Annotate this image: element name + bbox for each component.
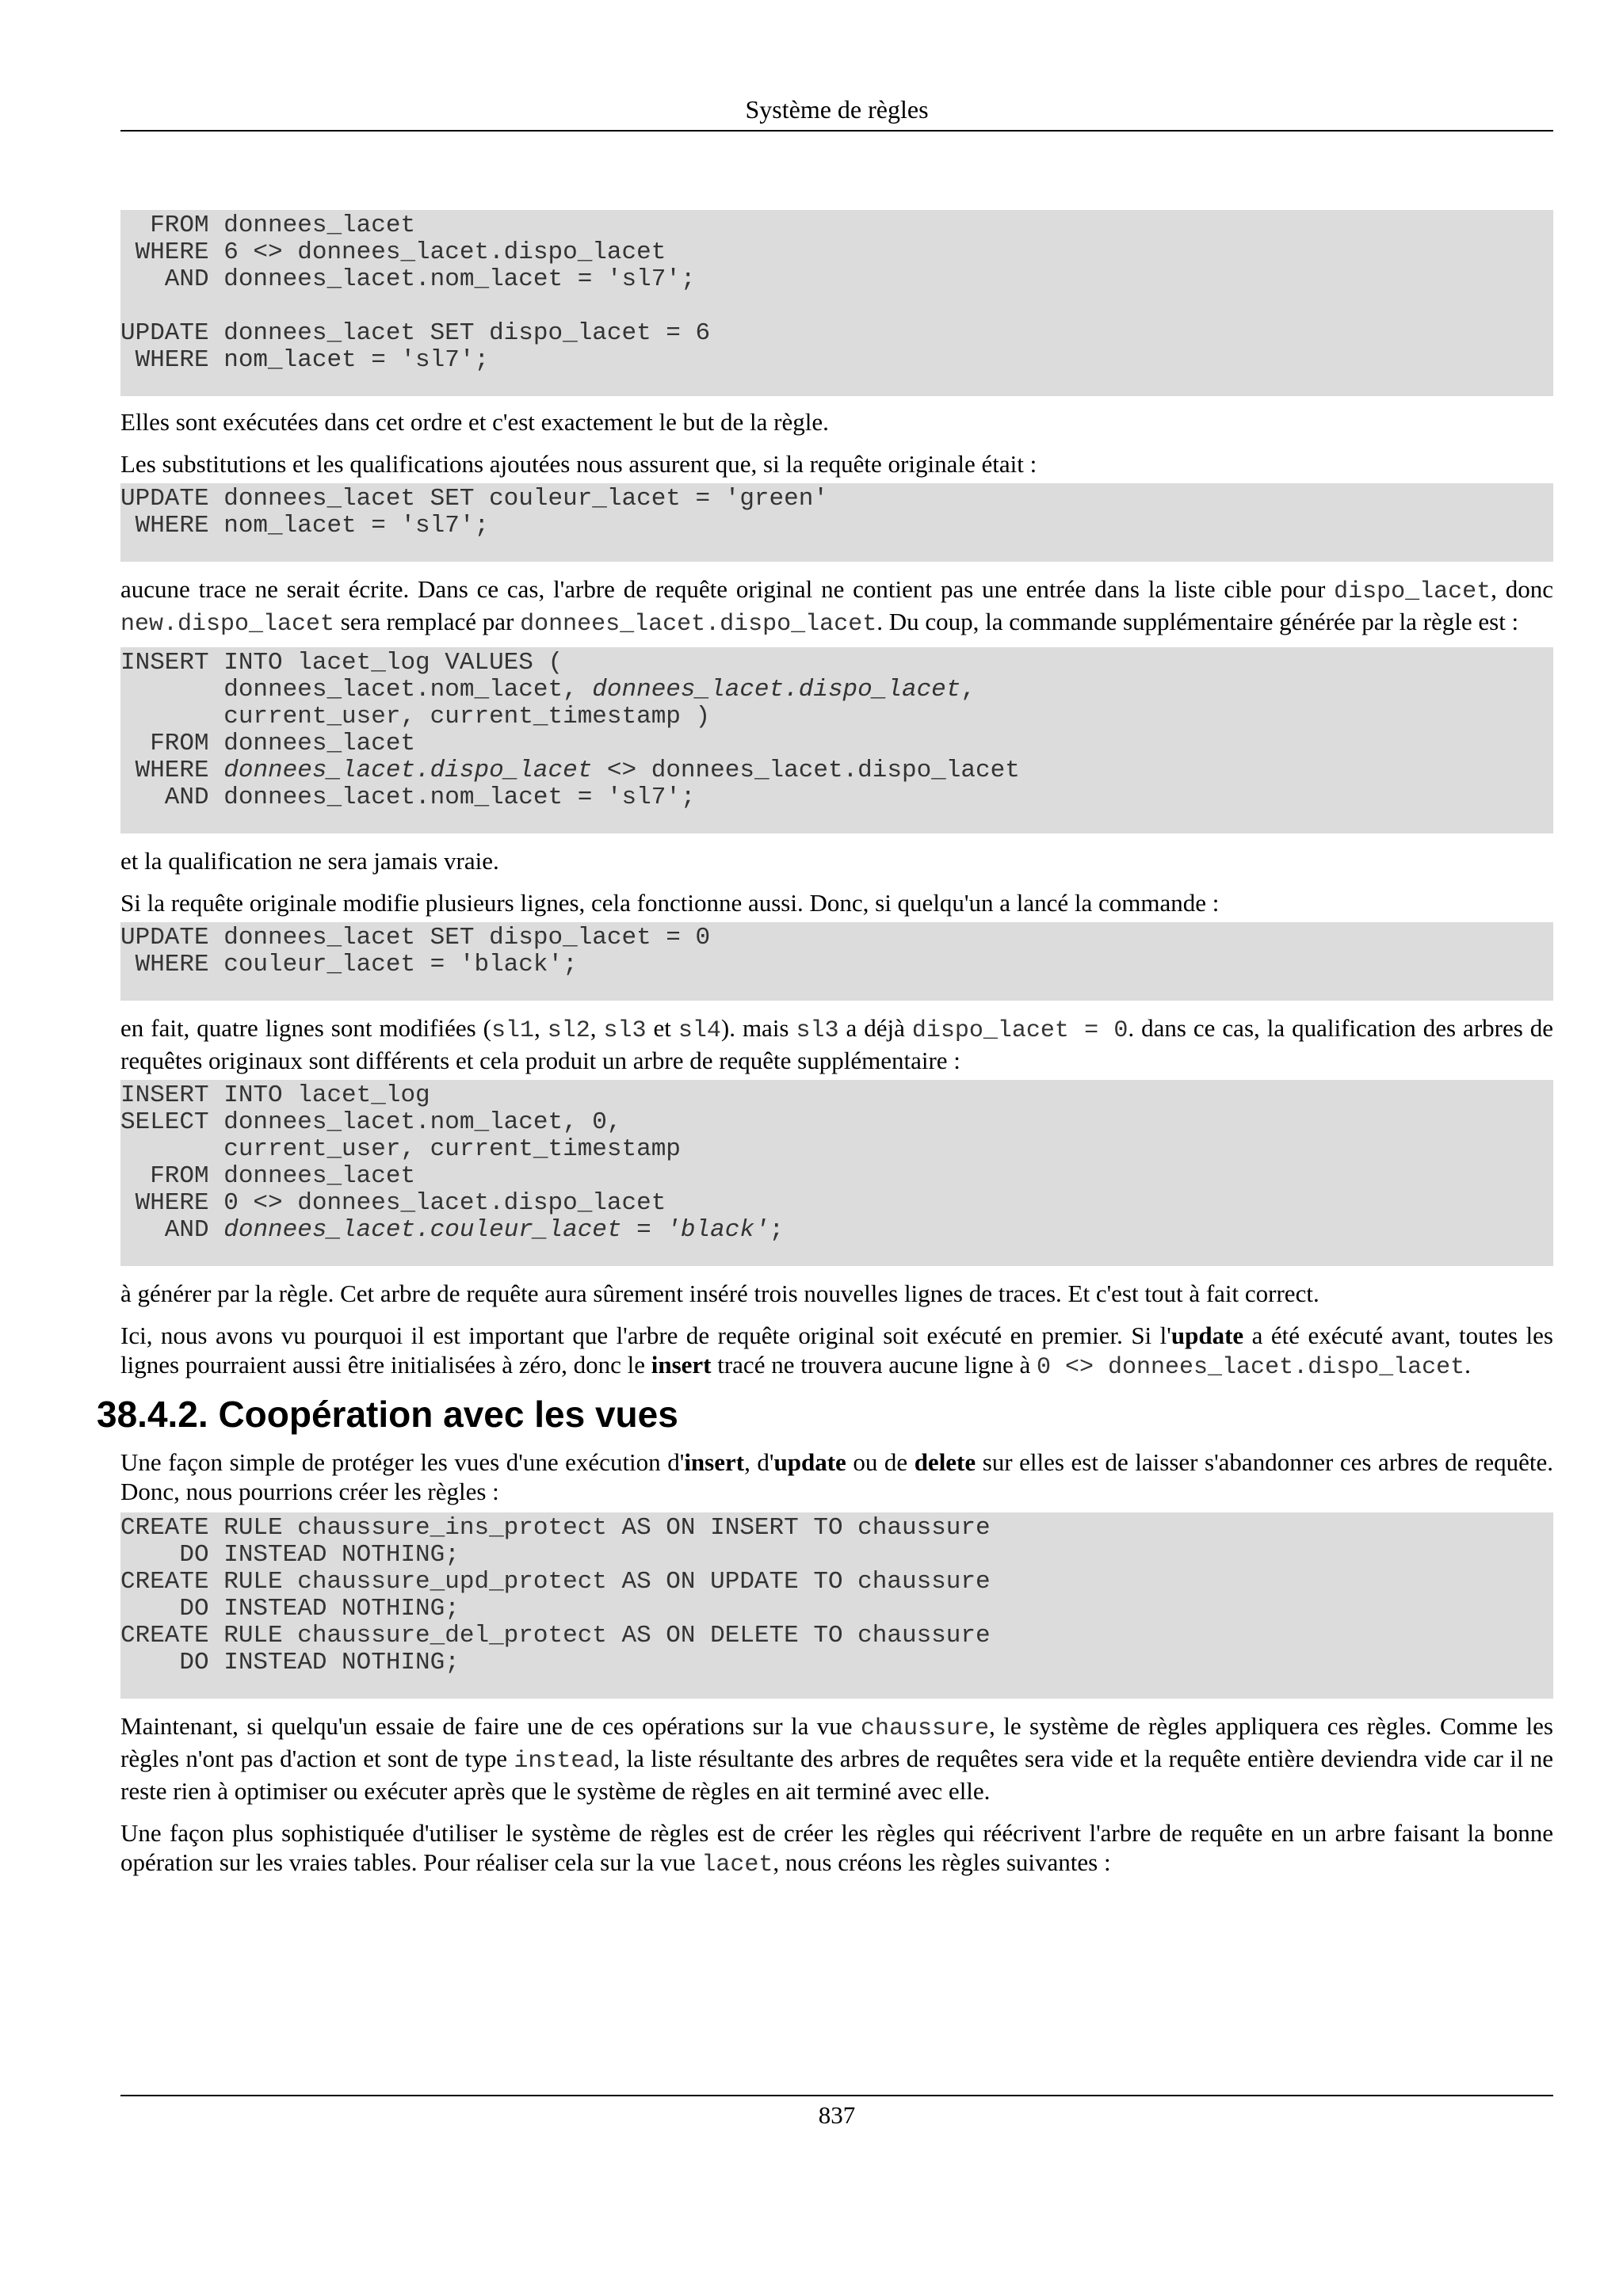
paragraph-text: , xyxy=(590,1014,604,1042)
inline-code: sl3 xyxy=(603,1017,647,1044)
code-italic: donnees_lacet.dispo_lacet xyxy=(592,676,961,704)
inline-code: lacet xyxy=(701,1852,773,1878)
bold-keyword: delete xyxy=(914,1448,976,1476)
paragraph-text: Les substitutions et les qualifications ajoutées nous assurent que, si la requête originale était : xyxy=(120,450,1037,478)
code-line: donnees_lacet.nom_lacet, xyxy=(120,676,593,704)
paragraph-text: , donc xyxy=(1491,575,1553,603)
paragraph-text: tracé ne trouvera aucune ligne à xyxy=(711,1351,1037,1379)
inline-code: instead xyxy=(514,1748,614,1775)
code-line: CREATE RULE chaussure_ins_protect AS ON INSERT TO chaussure xyxy=(120,1514,991,1542)
inline-code: sl1 xyxy=(491,1017,534,1044)
code-line: AND donnees_lacet.nom_lacet = 'sl7'; xyxy=(120,784,696,811)
paragraph-text: sur elles est de laisser s'abandonner ces arbres de requête. Donc, nous pourrions créer les règles : xyxy=(120,1448,1553,1505)
paragraph-text: , nous créons les règles suivantes : xyxy=(773,1848,1111,1876)
paragraph-text: Ici, nous avons vu pourquoi il est important que l'arbre de requête original soit exécuté en premier. Si l' xyxy=(120,1322,1171,1349)
paragraph-text: . Du coup, la commande supplémentaire générée par la règle est : xyxy=(876,608,1519,635)
paragraph-text: Une façon plus sophistiquée d'utiliser le système de règles est de créer les règles qui réécrivent l'arbre de requête en un arbre faisant la bonne opération sur les vraies tables. Pour réaliser cela sur la vue xyxy=(120,1819,1553,1876)
code-line: FROM donnees_lacet xyxy=(120,730,416,757)
paragraph-text: à générer par la règle. Cet arbre de requête aura sûrement inséré trois nouvelles lignes de traces. Et c'est tout à fait correct. xyxy=(120,1280,1319,1307)
page-content xyxy=(97,210,1554,1880)
paragraph-text: Une façon simple de protéger les vues d'une exécution d' xyxy=(120,1448,685,1476)
code-line: INSERT INTO lacet_log xyxy=(120,1081,430,1109)
code-line: WHERE 0 <> donnees_lacet.dispo_lacet xyxy=(120,1189,666,1217)
paragraph-text: , le système de règles appliquera ces règles. Comme les règles n'ont pas d'action et sont de type xyxy=(120,1712,1553,1772)
code-line: DO INSTEAD NOTHING; xyxy=(120,1541,460,1569)
inline-code: new.dispo_lacet xyxy=(120,611,335,638)
code-block-4 xyxy=(120,922,1553,1001)
code-line: WHERE xyxy=(120,757,224,784)
paragraph-text: Maintenant, si quelqu'un essaie de faire une de ces opérations sur la vue xyxy=(120,1712,861,1740)
code-line: WHERE nom_lacet = 'sl7'; xyxy=(120,346,490,374)
paragraph-text: . xyxy=(1465,1351,1471,1379)
paragraph-text: Si la requête originale modifie plusieurs lignes, cela fonctionne aussi. Donc, si quelqu'un a lancé la commande : xyxy=(120,889,1220,917)
code-line: UPDATE donnees_lacet SET dispo_lacet = 0 xyxy=(120,924,711,952)
paragraph-substitutions xyxy=(120,449,1553,479)
code-line: UPDATE donnees_lacet SET dispo_lacet = 6 xyxy=(120,319,711,347)
paragraph-text: , d' xyxy=(744,1448,774,1476)
inline-code: dispo_lacet xyxy=(1334,578,1491,605)
code-line: WHERE 6 <> donnees_lacet.dispo_lacet xyxy=(120,238,666,266)
paragraph-text: a déjà xyxy=(838,1014,912,1042)
code-block-1 xyxy=(120,210,1553,396)
code-block-5 xyxy=(120,1080,1553,1266)
page-footer xyxy=(120,2095,1553,2131)
paragraph-text: ). mais xyxy=(720,1014,796,1042)
code-line: SELECT donnees_lacet.nom_lacet, 0, xyxy=(120,1108,622,1136)
paragraph-text: ou de xyxy=(846,1448,915,1476)
bold-keyword: insert xyxy=(684,1448,745,1476)
inline-code: chaussure xyxy=(861,1715,990,1742)
code-italic: donnees_lacet.couleur_lacet = 'black' xyxy=(223,1216,769,1244)
code-line: AND donnees_lacet.nom_lacet = 'sl7'; xyxy=(120,265,696,293)
inline-code: dispo_lacet = 0 xyxy=(911,1017,1128,1044)
code-line: WHERE nom_lacet = 'sl7'; xyxy=(120,512,490,540)
inline-code: sl4 xyxy=(678,1017,721,1044)
code-line: current_user, current_timestamp ) xyxy=(120,703,711,730)
code-block-3 xyxy=(120,647,1553,833)
running-header xyxy=(120,92,1553,132)
paragraph-text: . dans ce cas, la qualification des arbres de requêtes originaux sont différents et cela produit un arbre de requête supplémentaire : xyxy=(120,1014,1554,1074)
paragraph-text: en fait, quatre lignes sont modifiées ( xyxy=(120,1014,491,1042)
paragraph-text: et la qualification ne sera jamais vraie. xyxy=(120,847,499,875)
paragraph-text: aucune trace ne serait écrite. Dans ce cas, l'arbre de requête original ne contient pas une entrée dans la liste cible pour xyxy=(120,575,1335,603)
code-line: <> donnees_lacet.dispo_lacet xyxy=(592,757,1020,784)
code-line: ; xyxy=(769,1216,785,1244)
code-line: DO INSTEAD NOTHING; xyxy=(120,1649,460,1676)
bold-keyword: update xyxy=(773,1448,846,1476)
inline-code: sl2 xyxy=(547,1017,590,1044)
paragraph-text: sera remplacé par xyxy=(334,608,521,635)
code-line: current_user, current_timestamp xyxy=(120,1135,681,1163)
bold-keyword: update xyxy=(1170,1322,1244,1349)
paragraph-execution-order xyxy=(120,1321,1553,1383)
inline-code: 0 <> donnees_lacet.dispo_lacet xyxy=(1037,1354,1465,1381)
paragraph-text: , xyxy=(534,1014,548,1042)
code-block-2 xyxy=(120,483,1553,562)
paragraph-four-rows xyxy=(120,1013,1553,1075)
code-line: FROM donnees_lacet xyxy=(120,1162,416,1190)
paragraph-text: a été exécuté avant, toutes les lignes pourraient aussi être initialisées à zéro, donc le xyxy=(120,1322,1553,1379)
page-number: 837 xyxy=(818,2101,856,2129)
paragraph-never-true xyxy=(120,846,1553,875)
paragraph-no-trace xyxy=(120,574,1553,639)
paragraph-protect-views xyxy=(120,1447,1553,1506)
paragraph-generated xyxy=(120,1279,1553,1308)
code-line: INSERT INTO lacet_log VALUES ( xyxy=(120,649,563,677)
code-line: DO INSTEAD NOTHING; xyxy=(120,1595,460,1623)
code-line: CREATE RULE chaussure_upd_protect AS ON UPDATE TO chaussure xyxy=(120,1568,991,1596)
code-italic: donnees_lacet.dispo_lacet xyxy=(223,757,593,784)
paragraph-order xyxy=(120,407,1553,437)
paragraph-sophisticated xyxy=(120,1818,1553,1880)
code-line: UPDATE donnees_lacet SET couleur_lacet = 'green' xyxy=(120,485,828,513)
code-line: WHERE couleur_lacet = 'black'; xyxy=(120,951,578,978)
bold-keyword: insert xyxy=(651,1351,712,1379)
code-line: CREATE RULE chaussure_del_protect AS ON DELETE TO chaussure xyxy=(120,1622,991,1650)
code-line: AND xyxy=(120,1216,224,1244)
paragraph-text: Elles sont exécutées dans cet ordre et c'est exactement le but de la règle. xyxy=(120,408,829,436)
code-block-6 xyxy=(120,1512,1553,1699)
code-line: , xyxy=(960,676,976,704)
inline-code: donnees_lacet.dispo_lacet xyxy=(520,611,877,638)
paragraph-text: et xyxy=(646,1014,678,1042)
paragraph-empty-result xyxy=(120,1711,1553,1806)
code-line: FROM donnees_lacet xyxy=(120,212,416,239)
section-heading: 38.4.2. Coopération avec les vues xyxy=(97,1394,678,1435)
paragraph-text: , la liste résultante des arbres de requêtes sera vide et la requête entière deviendra vide car il ne reste rien à optimiser ou exécuter après que le système de règles en ait terminé avec elle. xyxy=(120,1745,1553,1805)
header-title: Système de règles xyxy=(745,95,929,124)
paragraph-multiple-rows xyxy=(120,888,1553,917)
inline-code: sl3 xyxy=(796,1017,839,1044)
